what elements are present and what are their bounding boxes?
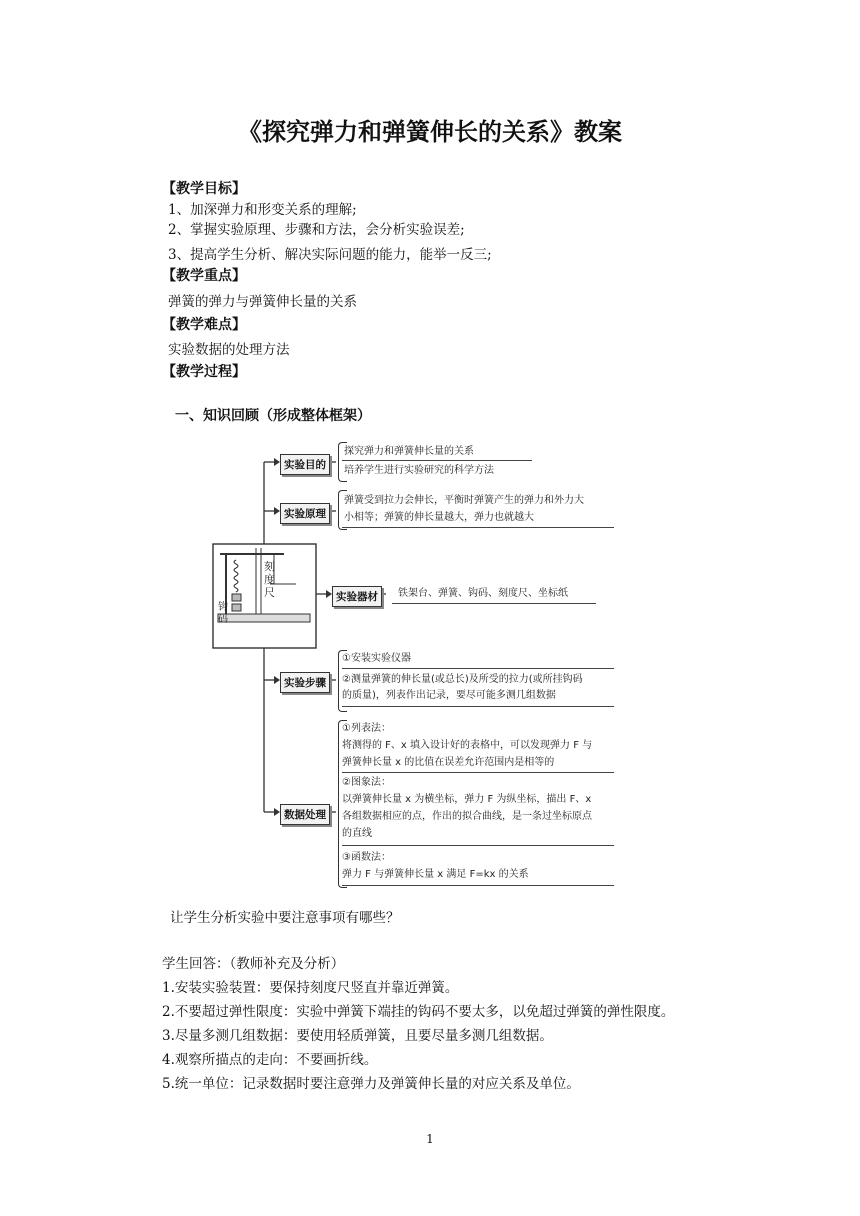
divider [342,527,614,528]
branch-text: 的质量)，列表作出记录，要尽可能多测几组数据 [342,690,556,701]
branch-text: ③函数法： [342,852,391,863]
branch-text: 弹簧受到拉力会伸长，平衡时弹簧产生的弹力和外力大 [344,495,584,506]
key-heading: 【教学重点】 [162,268,246,284]
answer-intro: 学生回答：（教师补充及分析） [162,956,345,972]
difficulty-heading: 【教学难点】 [162,317,246,333]
weight-label: 钩码 [218,602,228,625]
divider [392,603,596,604]
branch-label-purpose: 实验目的 [280,454,330,475]
divider [342,668,614,669]
branch-text: ①安装实验仪器 [342,653,411,664]
answer-item: 5.统一单位：记录数据时要注意弹力及弹簧伸长量的对应关系及单位。 [162,1076,580,1092]
page-number: 1 [426,1132,434,1146]
answer-item: 1.安装实验装置：要保持刻度尺竖直并靠近弹簧。 [162,980,459,996]
goal-item: 1、加深弹力和形变关系的理解; [168,202,357,218]
knowledge-diagram [206,436,620,888]
answer-item: 4.观察所描点的走向：不要画折线。 [162,1052,378,1068]
branch-label-principle: 实验原理 [280,503,330,524]
difficulty-text: 实验数据的处理方法 [168,342,290,358]
divider [342,460,532,461]
branch-text: 弹簧伸长量 x 的比值在误差允许范围内是相等的 [342,757,555,768]
branch-text: 的直线 [342,828,372,839]
answer-item: 2.不要超过弹性限度：实验中弹簧下端挂的钩码不要太多，以免超过弹簧的弹性限度。 [162,1004,675,1020]
goal-item: 3、提高学生分析、解决实际问题的能力，能举一反三; [168,247,492,263]
branch-text: 各组数据相应的点，作出的拟合曲线，是一条过坐标原点 [342,811,592,822]
divider [342,772,614,773]
branch-label-data-processing: 数据处理 [280,804,330,825]
branch-text: 培养学生进行实验研究的科学方法 [344,465,494,476]
branch-text: ②测量弹簧的伸长量(或总长)及所受的拉力(或所挂钩码 [342,674,583,685]
branch-text: 以弹簧伸长量 x 为横坐标，弹力 F 为纵坐标，描出 F、x [342,794,592,805]
answer-item: 3.尽量多测几组数据：要使用轻质弹簧，且要尽量多测几组数据。 [162,1028,553,1044]
branch-text: 将测得的 F、x 填入设计好的表格中，可以发现弹力 F 与 [342,740,593,751]
divider [342,845,614,846]
divider [342,885,614,886]
branch-text: ①列表法： [342,723,391,734]
branch-label-steps: 实验步骤 [280,672,330,693]
review-heading: 一、知识回顾（形成整体框架） [175,408,371,424]
page-title: 《探究弹力和弹簧伸长的关系》教案 [238,118,622,146]
branch-text: 小相等；弹簧的伸长量越大，弹力也就越大 [344,512,534,523]
ruler-label: 刻度尺 [264,560,275,599]
branch-text: 探究弹力和弹簧伸长量的关系 [344,446,474,457]
branch-label-equipment: 实验器材 [332,586,382,607]
question-text: 让学生分析实验中要注意事项有哪些？ [170,910,400,926]
goal-heading: 【教学目标】 [162,181,246,197]
branch-text: 铁架台、弹簧、钩码、刻度尺、坐标纸 [398,588,568,599]
process-heading: 【教学过程】 [162,364,246,380]
branch-text: 弹力 F 与弹簧伸长量 x 满足 F=kx 的关系 [342,869,529,880]
branch-text: ②图象法： [342,777,391,788]
goal-item: 2、掌握实验原理、步骤和方法，会分析实验误差; [168,222,465,238]
key-text: 弹簧的弹力与弹簧伸长量的关系 [168,294,357,310]
divider [342,706,614,707]
